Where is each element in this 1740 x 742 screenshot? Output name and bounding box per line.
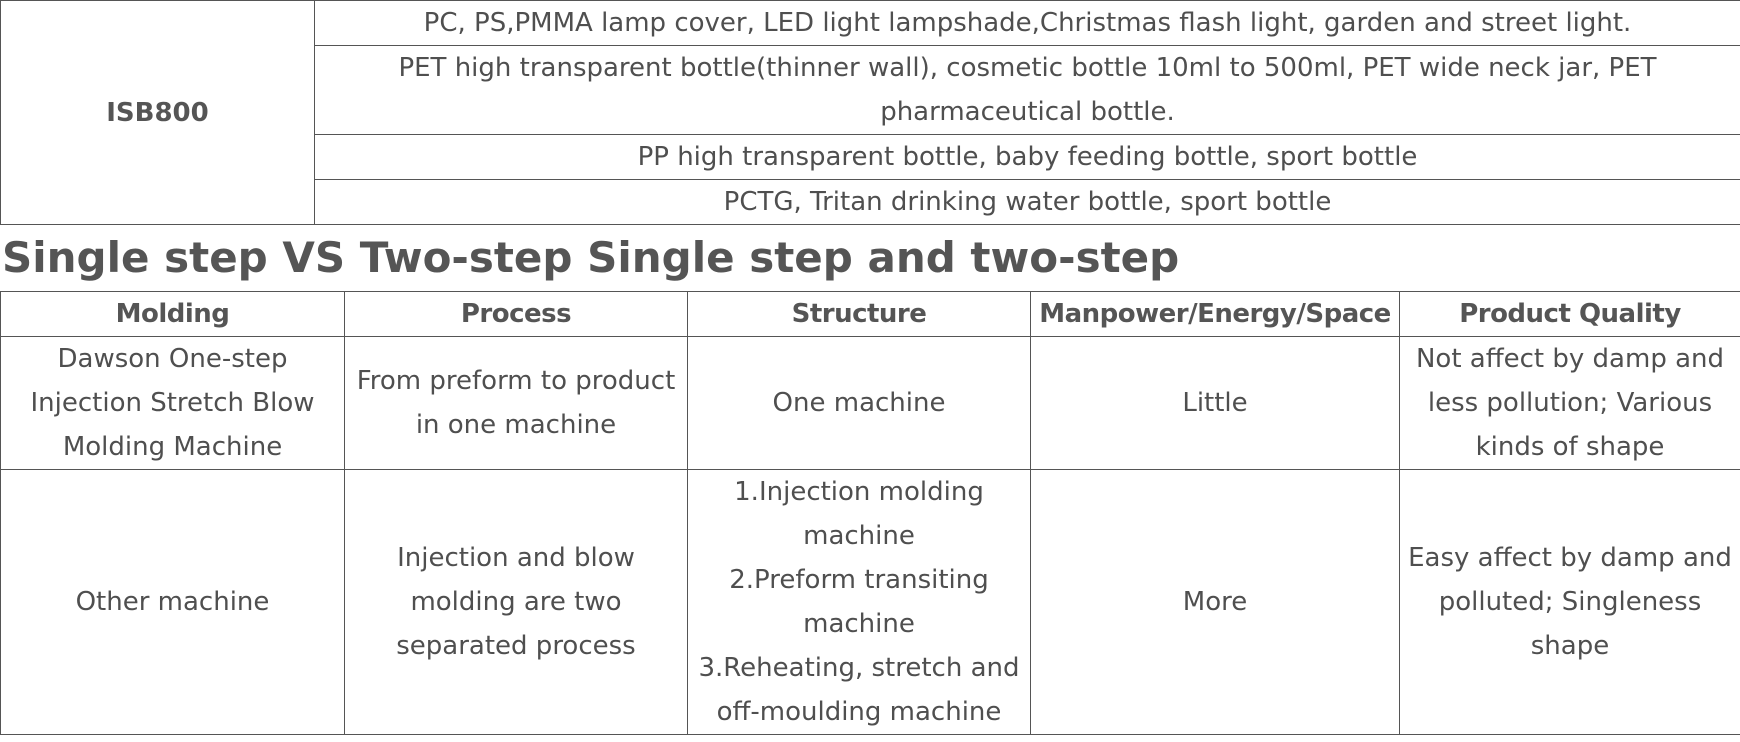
structure-line: 2.Preform transiting machine xyxy=(729,565,989,639)
molding-cell: Other machine xyxy=(1,470,345,735)
section-title: Single step VS Two-step Single step and two-step xyxy=(2,233,1180,282)
process-cell: Injection and blow molding are two separated process xyxy=(345,470,688,735)
model-name-cell: ISB800 xyxy=(1,1,315,225)
column-header-manpower: Manpower/Energy/Space xyxy=(1031,292,1400,337)
manpower-cell: Little xyxy=(1031,337,1400,470)
structure-line: 3.Reheating, stretch and off-moulding machine xyxy=(698,653,1020,727)
structure-line: 1.Injection molding machine xyxy=(734,477,984,551)
comparison-table xyxy=(0,291,1740,735)
column-header-quality: Product Quality xyxy=(1400,292,1740,337)
application-cell: PP high transparent bottle, baby feeding bottle, sport bottle xyxy=(315,135,1740,180)
application-cell: PCTG, Tritan drinking water bottle, sport bottle xyxy=(315,180,1740,225)
isb800-application-table xyxy=(0,0,1740,225)
manpower-cell: More xyxy=(1031,470,1400,735)
application-cell: PC, PS,PMMA lamp cover, LED light lampshade,Christmas flash light, garden and street light. xyxy=(315,1,1740,46)
column-header-molding: Molding xyxy=(1,292,345,337)
column-header-structure: Structure xyxy=(688,292,1031,337)
molding-cell: Dawson One-step Injection Stretch Blow Molding Machine xyxy=(1,337,345,470)
table-header-row xyxy=(1,292,1740,337)
table-row xyxy=(1,470,1740,735)
application-cell: PET high transparent bottle(thinner wall), cosmetic bottle 10ml to 500ml, PET wide neck jar, PET pharmaceutical bottle. xyxy=(315,46,1740,135)
quality-cell: Not affect by damp and less pollution; Various kinds of shape xyxy=(1400,337,1740,470)
structure-line: One machine xyxy=(772,388,946,418)
table-row xyxy=(1,1,1740,46)
process-cell: From preform to product in one machine xyxy=(345,337,688,470)
structure-cell xyxy=(688,470,1031,735)
column-header-process: Process xyxy=(345,292,688,337)
table-row xyxy=(1,337,1740,470)
quality-cell: Easy affect by damp and polluted; Singleness shape xyxy=(1400,470,1740,735)
structure-cell xyxy=(688,337,1031,470)
